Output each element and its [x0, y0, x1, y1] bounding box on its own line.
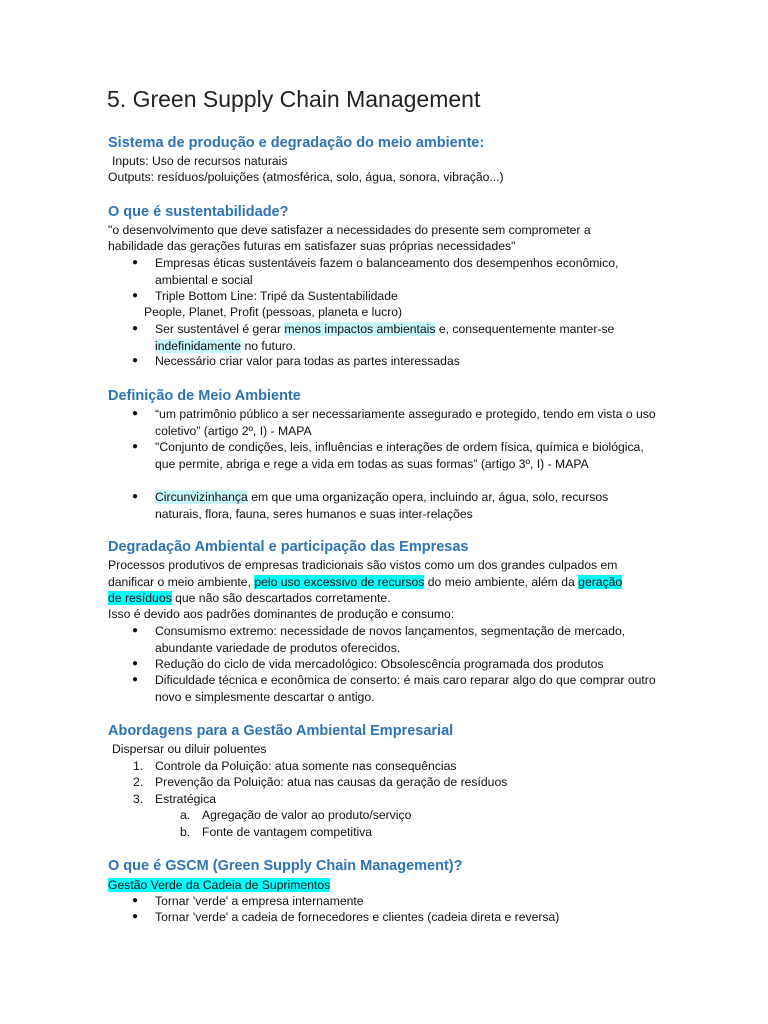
ppp-line: People, Planet, Profit (pessoas, planeta e lucro)	[144, 305, 403, 319]
highlighted-text: de resíduos	[108, 591, 172, 605]
list-item: Controle da Poluição: atua somente nas consequências	[155, 759, 457, 773]
bullet-icon: ●	[132, 625, 139, 636]
paragraph-line: Processos produtivos de empresas tradicionais são vistos como um dos grandes culpados em	[108, 558, 618, 572]
gscm-subtitle	[108, 877, 330, 894]
list-number: 1.	[133, 759, 144, 773]
intro-line: Dispersar ou diluir poluentes	[112, 742, 267, 756]
list-item: Tornar 'verde' a cadeia de fornecedores e clientes (cadeia direta e reversa)	[155, 910, 560, 924]
text-run: em que uma organização opera, incluindo ar, água, solo, recursos naturais, flora, fauna, seres humanos e suas inter-relações	[155, 490, 609, 521]
text-run: que não são descartados corretamente.	[171, 591, 391, 605]
list-item: Dificuldade técnica e econômica de conserto: é mais caro reparar algo do que comprar outro novo e simplesmente descartar o antigo.	[155, 673, 656, 704]
bullet-icon: ●	[132, 895, 139, 906]
section-heading-degradacao: Degradação Ambiental e participação das Empresas	[108, 539, 469, 555]
list-item: Necessário criar valor para todas as partes interessadas	[155, 354, 460, 368]
bullet-icon: ●	[132, 658, 139, 669]
highlighted-text: pelo uso excessivo de recursos	[254, 575, 425, 589]
list-item: Empresas éticas sustentáveis fazem o balanceamento dos desempenhos econômico, ambiental e social	[155, 256, 619, 287]
highlighted-text: menos impactos ambientais	[284, 322, 436, 336]
text-run: do meio ambiente, além da	[424, 575, 579, 589]
section-heading-abordagens: Abordagens para a Gestão Ambiental Empresarial	[108, 723, 454, 739]
text-run: danificar o meio ambiente,	[108, 575, 255, 589]
section-heading-gscm: O que é GSCM (Green Supply Chain Management)?	[108, 858, 463, 874]
quote-line-1: "o desenvolvimento que deve satisfazer a necessidades do presente sem comprometer a	[108, 223, 591, 237]
highlighted-text: Gestão Verde da Cadeia de Suprimentos	[108, 878, 331, 892]
text-run: e, consequentemente manter-se	[435, 322, 615, 336]
sublist-letter: a.	[180, 808, 191, 822]
list-number: 3.	[133, 792, 144, 806]
page-title: 5. Green Supply Chain Management	[107, 86, 481, 112]
list-item: “um patrimônio público a ser necessariamente assegurado e protegido, tendo em vista o uso coletivo” (artigo 2º, I) - MAPA	[155, 407, 656, 438]
list-item: Prevenção da Poluição: atua nas causas da geração de resíduos	[155, 775, 508, 789]
highlighted-text: indefinidamente	[155, 338, 242, 353]
list-item: Consumismo extremo: necessidade de novos lançamentos, segmentação de mercado, abundante variedade de produtos oferecidos.	[155, 624, 626, 655]
text-run: no futuro.	[241, 338, 296, 353]
list-item: Tornar 'verde' a empresa internamente	[155, 894, 364, 908]
bullet-icon: ●	[132, 408, 139, 419]
quote-line-2: habilidade das gerações futuras em satisfazer suas próprias necessidades"	[108, 239, 516, 253]
bullet-icon: ●	[132, 355, 139, 366]
list-item: "Conjunto de condições, leis, influências e interações de ordem física, química e biológica, que permite, abriga e rege a vida em todas as suas formas” (artigo 3º, I) - MAPA	[155, 440, 644, 471]
bullet-icon: ●	[132, 441, 139, 452]
list-item: Redução do ciclo de vida mercadológico: Obsolescência programada dos produtos	[155, 657, 604, 671]
bullet-icon: ●	[132, 491, 139, 502]
list-number: 2.	[133, 775, 144, 789]
list-item	[155, 321, 675, 354]
section-heading-sustentabilidade: O que é sustentabilidade?	[108, 204, 289, 220]
bullet-icon: ●	[132, 323, 139, 334]
sublist-item: Agregação de valor ao produto/serviço	[202, 808, 412, 822]
sublist-letter: b.	[180, 825, 191, 839]
paragraph-line	[108, 574, 622, 591]
bullet-icon: ●	[132, 257, 139, 268]
highlighted-text: Circunvizinhança	[155, 490, 248, 504]
bullet-icon: ●	[132, 911, 139, 922]
section-heading-producao: Sistema de produção e degradação do meio ambiente:	[108, 135, 485, 151]
paragraph-line	[108, 590, 391, 607]
bullet-icon: ●	[132, 290, 139, 301]
list-item: Estratégica	[155, 792, 216, 806]
list-item	[155, 489, 640, 522]
inputs-line: Inputs: Uso de recursos naturais	[112, 154, 288, 168]
outputs-line: Outputs: resíduos/poluições (atmosférica, solo, água, sonora, vibração...)	[108, 170, 504, 184]
list-item: Triple Bottom Line: Tripé da Sustentabilidade	[155, 289, 398, 303]
text-run: Ser sustentável é gerar	[155, 322, 285, 336]
paragraph-line: Isso é devido aos padrões dominantes de produção e consumo:	[108, 607, 455, 621]
bullet-icon: ●	[132, 674, 139, 685]
sublist-item: Fonte de vantagem competitiva	[202, 825, 373, 839]
highlighted-text: geração	[578, 575, 623, 589]
section-heading-meio-ambiente: Definição de Meio Ambiente	[108, 388, 301, 404]
